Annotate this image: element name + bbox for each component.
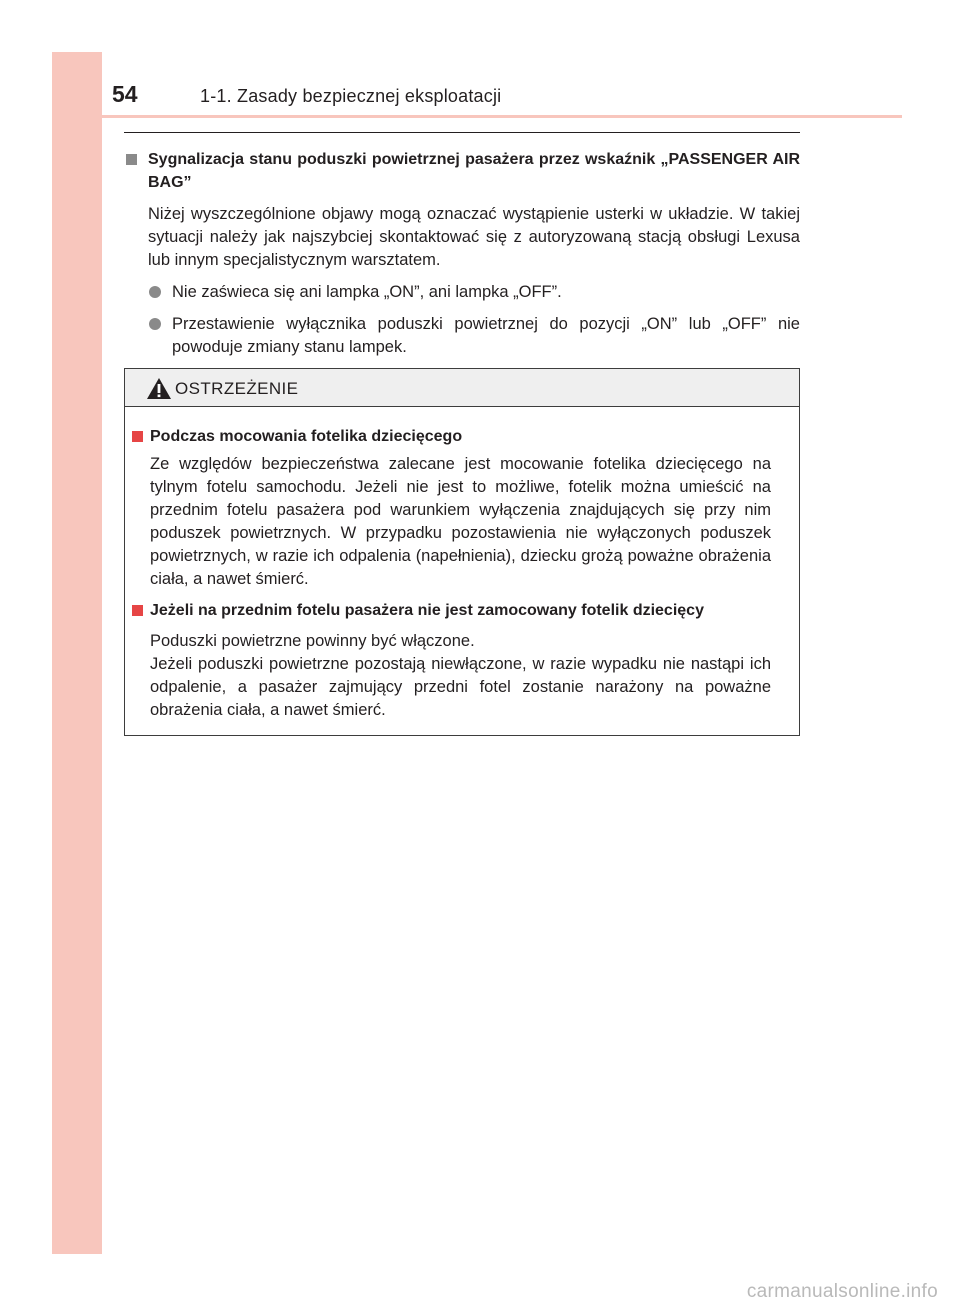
warning-item-heading-text: Jeżeli na przednim fotelu pasażera nie jest zamocowany fotelik dziecięcy [150,602,704,619]
chapter-title: 1-1. Zasady bezpiecznej eksploatacji [200,86,502,106]
side-accent-band [52,52,102,1254]
list-item [148,313,800,359]
warning-item [132,425,771,591]
warning-title: OSTRZEŻENIE [175,379,299,398]
red-square-bullet-icon [132,605,143,616]
warning-item-heading [132,599,771,622]
warning-content [125,407,799,722]
warning-item-text: Ze względów bezpieczeństwa zalecane jest mocowanie fotelika dziecięcego na tylnym fotelu samochodu. Jeżeli nie jest to możliwe, fotelik można umieścić na przednim fotelu pasażera pod warunkiem wyłączenia znajdujących się przy nim poduszek powietrznych. W przypadku pozostawienia nie wyłączonych poduszek powietrznych, w razie ich odpalenia (napełnienia), dziecku grożą poważne obrażenia ciała, a nawet śmierć. [150,455,771,588]
watermark: carmanualsonline.info [746,1281,938,1302]
list-item-text: Nie zaświeca się ani lampka „ON”, ani lampka „OFF”. [172,283,562,301]
warning-triangle-icon [146,377,172,400]
page-number: 54 [112,81,138,107]
warning-box [124,368,800,736]
square-bullet-icon [126,154,137,165]
section-heading [124,148,800,194]
dot-bullet-icon [149,318,161,330]
warning-item-text-line1: Poduszki powietrzne powinny być włączone. [150,632,475,650]
airbag-indicator-section [124,148,800,368]
list-item-text: Przestawienie wyłącznika poduszki powietrznej do pozycji „ON” lub „OFF” nie powoduje zmiany stanu lampek. [172,315,800,356]
warning-item-heading [132,425,771,448]
section-heading-text: Sygnalizacja stanu poduszki powietrznej pasażera przez wskaźnik „PASSENGER AIR BAG” [148,151,800,191]
header-strip [102,52,902,118]
warning-item-text-line2: Jeżeli poduszki powietrzne pozostają niewłączone, w razie wypadku nie nastąpi ich odpalenie, a pasażer zajmujący przedni fotel zostanie narażony na poważne obrażenia ciała, a nawet śmierć. [150,655,771,719]
list-item [148,281,800,304]
warning-item [132,599,771,722]
dot-bullet-icon [149,286,161,298]
warning-header [125,369,799,407]
red-square-bullet-icon [132,431,143,442]
warning-item-heading-text: Podczas mocowania fotelika dziecięcego [150,428,463,445]
symptom-list [124,281,800,359]
section-body: Niżej wyszczególnione objawy mogą oznaczać wystąpienie usterki w układzie. W takiej sytuacji należy jak najszybciej skontaktować się z autoryzowaną stacją obsługi Lexusa lub innym specjalistycznym warsztatem. [148,205,800,269]
content-divider [124,132,800,133]
